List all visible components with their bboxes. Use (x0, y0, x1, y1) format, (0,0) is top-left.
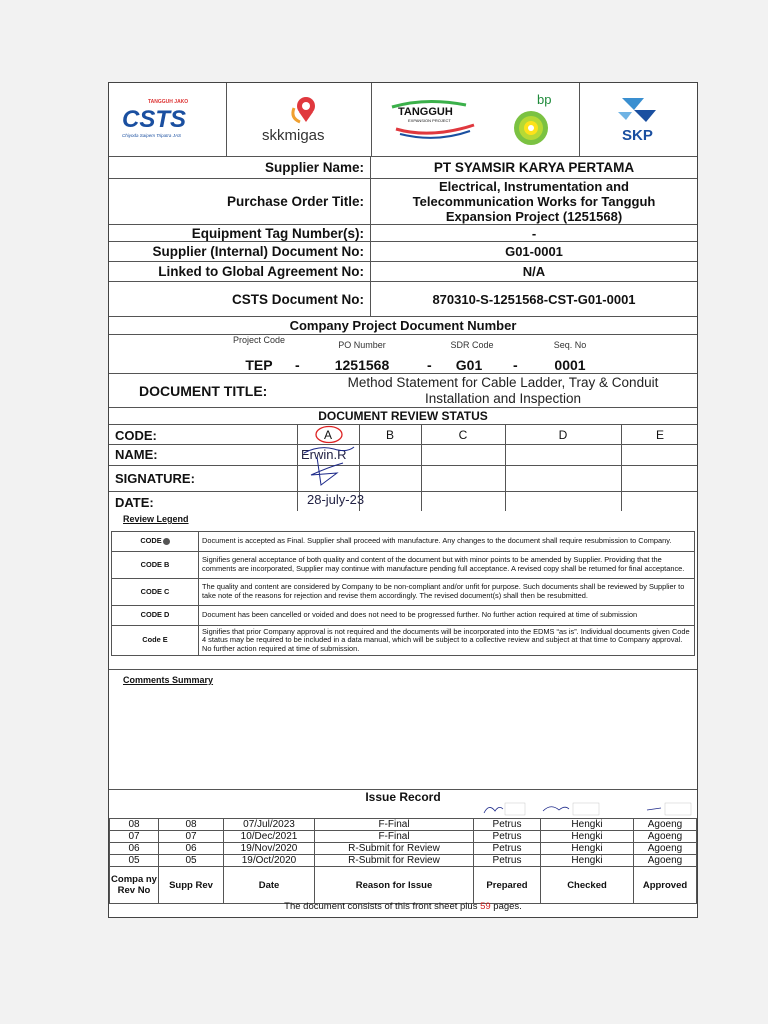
legend-row (112, 532, 695, 552)
project-number-columns (109, 335, 697, 357)
seq-no-value: 0001 (554, 357, 586, 373)
name-label: NAME: (115, 447, 158, 462)
col-po-number: PO Number (338, 340, 386, 350)
legend-text: Signifies general acceptance of both quality and content of the document but with minor points to be amended by Supplier. Providing that the comments are incorporated, Supplier may continue with manufacture pending full acceptance. A revised copy shall be returned for final acceptance. (199, 552, 695, 579)
supplier-name-label: Supplier Name: (109, 157, 371, 178)
review-legend-table (111, 531, 695, 656)
col-company-rev: Compa ny Rev No (110, 867, 159, 904)
signature-label: SIGNATURE: (115, 471, 195, 486)
code-b: B (385, 428, 394, 442)
legend-code: CODE D (112, 606, 199, 626)
po-title-value: Electrical, Instrumentation and Telecommunication Works for Tangguh Expansion Project (1251568) (412, 179, 656, 224)
equipment-tag-label: Equipment Tag Number(s): (109, 225, 371, 241)
footer-note (109, 901, 697, 912)
issue-record-table (109, 818, 697, 904)
legend-row (112, 606, 695, 626)
skkmigas-logo-text: skkmigas (262, 126, 325, 144)
equipment-tag-value: - (531, 225, 537, 241)
comments-summary-heading: Comments Summary (123, 675, 214, 685)
col-checked: Checked (541, 867, 634, 904)
legend-text: Document is accepted as Final. Supplier shall proceed with manufacture. Any changes to the document shall require resubmission to Company. (199, 532, 695, 552)
code-c: C (458, 428, 468, 442)
reviewer-signature-icon (299, 445, 359, 493)
document-front-sheet (108, 82, 698, 918)
issue-record-row: 08 08 07/Jul/2023 F-Final Petrus Hengki Agoeng (110, 819, 697, 831)
linked-agreement-value: N/A (522, 264, 546, 279)
po-number-value: 1251568 (334, 357, 390, 373)
code-d: D (558, 428, 568, 442)
code-e: E (655, 428, 664, 442)
issue-record-row: 05 05 19/Oct/2020 R-Submit for Review Petrus Hengki Agoeng (110, 855, 697, 867)
code-a: A (323, 428, 332, 442)
supplier-doc-label: Supplier (Internal) Document No: (109, 242, 371, 261)
col-approved: Approved (634, 867, 697, 904)
dash-1: - (295, 357, 300, 373)
tangguh-logo-sub: EXPANSION PROJECT (407, 117, 451, 123)
legend-row (112, 626, 695, 656)
bp-logo (499, 83, 579, 156)
review-status-heading-row (109, 408, 697, 425)
skp-logo-text: SKP (621, 126, 653, 144)
col-date: Date (224, 867, 315, 904)
legend-code: CODE (112, 532, 199, 552)
csts-logo-text: CSTS (121, 105, 186, 133)
sdr-code-value: G01 (455, 357, 483, 373)
prepared-stamp-icon (481, 801, 527, 817)
equipment-tag-row (109, 225, 697, 242)
bp-logo-text: bp (537, 91, 552, 107)
code-a-circle-icon (314, 425, 344, 444)
col-project-code: Project Code (232, 335, 286, 345)
tangguh-logo-text: TANGGUH (397, 105, 453, 118)
supplier-doc-row (109, 242, 697, 262)
review-status-grid (109, 425, 697, 511)
document-title-value (309, 375, 697, 407)
issue-record-heading: Issue Record (365, 790, 441, 804)
code-label: CODE: (115, 428, 157, 443)
document-title-row (109, 374, 697, 408)
col-supp-rev: Supp Rev (159, 867, 224, 904)
col-prepared: Prepared (474, 867, 541, 904)
issue-record-row: 06 06 19/Nov/2020 R-Submit for Review Petrus Hengki Agoeng (110, 843, 697, 855)
review-legend-heading: Review Legend (123, 514, 189, 524)
date-label: DATE: (115, 495, 154, 510)
skkmigas-logo (227, 83, 372, 156)
po-title-label: Purchase Order Title: (109, 179, 371, 224)
code-a-redacted-icon (163, 538, 170, 545)
legend-text: Signifies that prior Company approval is not required and the documents will be incorporated into the EDMS “as is”. Individual documents given Code 4 status may be required to be included in a data manual, which will be subject to a collective review and subject at that time to Company approval. No further action required at time of submission. (199, 626, 695, 656)
review-date: 28-july-23 (307, 492, 365, 507)
reviewer-name: Erwin.R (301, 447, 347, 462)
document-title-line2: Installation and Inspection (424, 391, 582, 406)
legend-text: Document has been cancelled or voided and does not need to be progressed further. No further action required at time of submission (199, 606, 695, 626)
issue-record-row: 07 07 10/Dec/2021 F-Final Petrus Hengki Agoeng (110, 831, 697, 843)
project-number-heading: Company Project Document Number (289, 318, 517, 333)
linked-agreement-row (109, 262, 697, 282)
csts-logo (109, 83, 227, 156)
csts-logo-top: TANGGUH JAKO (147, 98, 188, 105)
project-number-values (109, 355, 697, 374)
review-status-heading: DOCUMENT REVIEW STATUS (318, 408, 488, 423)
checked-stamp-icon (539, 801, 605, 817)
footer-post: pages. (493, 901, 522, 912)
project-code-value: TEP (245, 357, 273, 373)
col-sdr-code: SDR Code (450, 340, 494, 350)
linked-agreement-label: Linked to Global Agreement No: (109, 262, 371, 281)
tangguh-logo (372, 83, 499, 156)
document-title-line1: Method Statement for Cable Ladder, Tray & Conduit (347, 375, 659, 390)
supplier-name-value: PT SYAMSIR KARYA PERTAMA (433, 160, 635, 175)
legend-row (112, 579, 695, 606)
csts-doc-label: CSTS Document No: (109, 282, 371, 316)
legend-code: CODE B (112, 552, 199, 579)
legend-text: The quality and content are considered by Company to be non-compliant and/or unfit for purpose. Such documents shall be reviewed by Supplier to take note of the reasons for rejection and revise them accordingly. The revised document(s) shall then be resubmitted. (199, 579, 695, 606)
footer-pages: 59 (480, 901, 491, 912)
csts-doc-value: 870310-S-1251568-CST-G01-0001 (432, 291, 636, 307)
logo-row (109, 83, 697, 157)
project-number-heading-row (109, 317, 697, 335)
supplier-name-row (109, 157, 697, 179)
skp-logo (579, 83, 697, 156)
csts-logo-tagline: Chiyoda Saipem Tripatra JAS (121, 132, 181, 138)
dash-3: - (513, 357, 518, 373)
legend-row (112, 552, 695, 579)
legend-code: Code E (112, 626, 199, 656)
supplier-doc-value: G01-0001 (505, 244, 563, 259)
footer-pre: The document consists of this front sheet plus (284, 901, 478, 912)
document-title-label: DOCUMENT TITLE: (139, 383, 268, 399)
dash-2: - (427, 357, 432, 373)
issue-record-header (110, 867, 697, 904)
col-seq-no: Seq. No (553, 340, 587, 350)
po-title-row (109, 179, 697, 225)
csts-doc-row (109, 282, 697, 317)
legend-code: CODE C (112, 579, 199, 606)
approved-stamp-icon (643, 801, 695, 817)
col-reason: Reason for Issue (315, 867, 474, 904)
